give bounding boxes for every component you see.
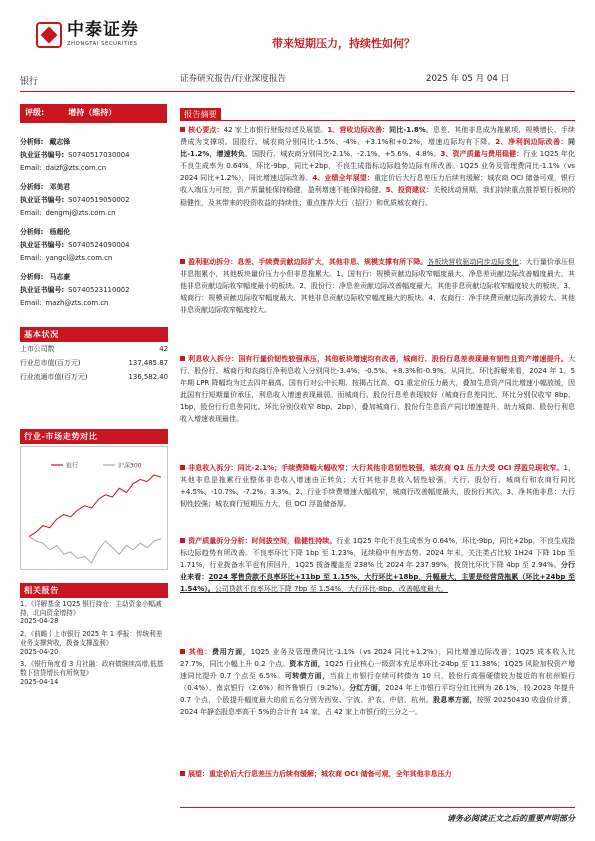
email-link[interactable]: yangcl@zts.com.cn — [45, 254, 113, 262]
rating-label: 评级: — [25, 108, 45, 117]
cert-number: S0740523110002 — [68, 286, 130, 294]
bullet-marker-icon — [180, 649, 185, 654]
summary-header — [180, 108, 575, 121]
analyst-name: 邓美君 — [49, 183, 71, 191]
analyst-entry — [20, 228, 168, 267]
basic-row — [20, 359, 168, 373]
email-label: Email: — [20, 299, 42, 307]
header-divider — [20, 91, 575, 92]
cert-number: S0740517030004 — [68, 151, 130, 159]
basic-row-value: 137,485.87 — [128, 359, 168, 367]
bullet-marker-icon — [180, 127, 185, 132]
basic-row — [20, 373, 168, 387]
report-date: 2025 年 05 月 04 日 — [426, 74, 510, 84]
related-reports-header: 相关报告 — [20, 583, 168, 598]
legend-label-hs300: 沪深300 — [118, 462, 142, 470]
analyst-name: 马志豪 — [49, 273, 71, 281]
email-link[interactable]: daizf@zts.com.cn — [45, 164, 107, 172]
summary-paragraph-interest: 利息收入拆分：国有行量价韧性较强承压，其他板块增速均有改善，城商行、股份行息差表现最有韧性且资产增速提升。大行、股份行、城商行和农商行净利息收入分别同比-3.4%、-0.5%、+8.3%和-0.9%。从同比、环比拆解来看，2024 年 1、5 年期 LPR 降幅均为过去四年最高，国有行对公中长期、按揭占比高，Q1 重定价压力最大，叠加生息资产同比增速小幅放缓，因此国有行短期量价承压，利息收入增速表现最弱。而城商行、股份行息差表现较好（城商行息差同比、环比分别仅收窄 8bp、1bp，股份行行息差同比、环比分别仅收窄 8bp、2bp），叠加城商行、股份行生息资产同比增速提升，助力城商、股份行利息收入增速表现最佳。 — [180, 355, 575, 424]
basic-status-table — [20, 345, 168, 387]
market-trend-svg — [21, 447, 169, 571]
bullet-marker-icon — [180, 259, 185, 264]
analyst-name-label: 分析师: — [20, 183, 44, 191]
basic-status-header: 基本状况 — [20, 327, 168, 342]
email-label: Email: — [20, 164, 42, 172]
summary-paragraph-asset-quality: 资产质量拆分分析：时间拔空间，稳健性持续。行业 1Q25 年化不良生成率为 0.64%，环比-9bp，同比+2bp，不良生成指标边际趋势有所改善。不良率环比下降 1bp 至 1.23%，延续稳中有序态势。2024 年末，关注类占比较 1H24 下降 1bp 至 1.71%，行业拨备水平也有所回升，1Q25 拨备覆盖至 238% 比 2024 年 237.99%，拨贷比环比下降 4bp 至 2.94%。分行业来看：2024 零售贷款不良率环比+11bp 至 1.15%，大行环比+18bp，升幅最大，主要是经营贷拖累（环比+24bp 至 1.54%）。公司贷款不良率环比下降 7bp 至 1.54%，大行环比-8bp，改善幅度最大。 — [180, 537, 576, 594]
logo-mark-icon — [36, 22, 62, 48]
cert-number: S0740519050002 — [68, 196, 130, 204]
related-reports-list — [20, 600, 168, 690]
bullet-marker-icon — [180, 465, 185, 470]
rating-value: 增持（维持） — [68, 108, 117, 117]
basic-row-label: 行业流通市值(百万元) — [20, 373, 88, 381]
analyst-list — [20, 138, 168, 318]
analyst-name-label: 分析师: — [20, 273, 44, 281]
bullet-marker-icon — [180, 356, 185, 361]
summary-paragraph-revenue: 盈利驱动拆分：息差、手续费贡献边际扩大，其他非息、规模支撑有所下降。各板块营收驱动同步边际变化：大行量价承压但非息拖累小，其他板块量价压力小但非息拖累大。1、国有行：规模贡献边际收窄幅度最大、净息差贡献边际改善幅度最大、其他非息贡献边际收窄幅度最小的板块。2、股份行：净息差贡献边际改善幅度最大、其他非息贡献边际收窄幅度较大的板块。3、城商行：规模贡献边际收窄幅度最大、其他非息贡献边际收窄幅度最大的板块。4、农商行：净手续费贡献边际改善较大、其他非息贡献边际收窄幅度较大。 — [180, 258, 576, 315]
cert-number: S0740524090004 — [68, 241, 130, 249]
email-label: Email: — [20, 254, 42, 262]
summary-paragraph-core: 核心要点：42 家上市银行财报综述及展望。1、营收边际改善：同比-1.8%。息差、其他非息成为拖累项，规模增长、手续费成为支撑项。国股行、城农商分别同比-1.5%、-4%、+3.1%和+0.2%，增速边际均有下降。2、净利润边际改善：同比-1.2%，增速转负。国股行、城农商分别同比-2.1%、-2.1%、+5.6%、4.8%。3、资产质量与费用稳健：行业 1Q25 年化不良生成率为 0.64%，环比-9bp，同比+2bp，不良生成指标边际趋势边际有所改善。1Q25 业务及管理费同比-1.1%（vs 2024 同比+1.2%），同比增速边际改善。4、业绩全年展望：重定价后大行息差压力后续有缓解；城农商 OCI 储备可观，银行收入端压力可控，资产质量能保持稳健，盈利增速不能保持稳健。5、投资建议：关税扰动预期，我们持续重点推荐银行板块的稳健性，及其带来的投资收益的持续性；重点推荐大行（招行）和优质城农商行。 — [180, 126, 576, 207]
cert-label: 执业证书编号: — [20, 196, 65, 204]
market-trend-chart — [20, 446, 168, 570]
footer-disclaimer: 请务必阅读正文之后的重要声明部分 — [447, 814, 575, 823]
analyst-name: 戴志锋 — [49, 138, 71, 146]
summary-paragraph-outlook: 展望：重定价后大行息差压力后续有缓解；城农商 OCI 储备可观，全年其他非息压力 — [180, 768, 575, 780]
bullet-marker-icon — [180, 538, 185, 543]
summary-paragraph-other: 其他：费用方面，1Q25 业务及管理费同比-1.1%（vs 2024 同比+1.2%），同比增速边际改善；1Q25 成本收入比 27.7%，同比小幅上升 0.2 个点。资本方面，1Q25 行业核心一级资本充足率环比-24bp 至 11.38%；1Q25 风险加权资产增速同比提升 0.7 个点至 6.5%。可转债方面，当前上市银行存续可转债为 10 只，股份行高强硬债较为接近的有杭州银行（0.4%）、南京银行（2.6%）和齐鲁银行（9.2%）。分红方面，2024 年上市银行平均分红比例为 26.1%，较 2023 年提升 0.7 个点，个股提升幅度最大的前五名分别为西安、宁波、沪农、中信、杭州。股息率方面，按照 20250430 收盘价计算，2024 年静态股息率高于 5%的合计有 14 家，占 42 家上市银行的三分之一。 — [180, 648, 576, 717]
email-link[interactable]: dengmj@zts.com.cn — [45, 209, 116, 217]
related-report-item[interactable] — [20, 630, 168, 656]
logo-text-en: ZHONGTAI SECURITIES — [67, 41, 138, 48]
email-link[interactable]: mazh@zts.com.cn — [45, 299, 109, 307]
related-report-date: 2025-04-28 — [20, 617, 59, 626]
summary-title: 报告摘要 — [180, 108, 221, 120]
company-logo — [36, 22, 139, 48]
analyst-entry — [20, 273, 168, 312]
analyst-name-label: 分析师: — [20, 138, 44, 146]
related-report-item[interactable] — [20, 600, 168, 626]
email-label: Email: — [20, 209, 42, 217]
basic-row-label: 行业总市值(百万元) — [20, 359, 81, 367]
sector-label: 银行 — [20, 77, 39, 87]
footer-divider — [180, 807, 575, 808]
basic-row-value: 136,582.40 — [128, 373, 168, 381]
analyst-name: 杨超伦 — [49, 228, 71, 236]
report-type: 证券研究报告/行业深度报告 — [180, 74, 287, 84]
cert-label: 执业证书编号: — [20, 151, 65, 159]
cert-label: 执业证书编号: — [20, 286, 65, 294]
basic-row-value: 42 — [159, 345, 168, 353]
basic-row — [20, 345, 168, 359]
basic-row-label: 上市公司数 — [20, 345, 55, 353]
market-trend-header: 行业-市场走势对比 — [20, 429, 168, 444]
rating-box — [20, 104, 167, 123]
related-report-date: 2025-04-20 — [20, 647, 59, 656]
logo-text-cn: 中泰证券 — [67, 20, 139, 41]
analyst-entry — [20, 183, 168, 222]
analyst-entry — [20, 138, 168, 177]
series-group — [29, 475, 161, 563]
cert-label: 执业证书编号: — [20, 241, 65, 249]
bullet-marker-icon — [180, 771, 185, 776]
related-report-title: 3、《银行角度看 3 月社融：政府债继续高增,低基数下信贷增长有所恢复》 — [20, 660, 164, 677]
series-line-hs300 — [29, 537, 161, 563]
report-headline: 带来短期压力，持续性如何？ — [272, 37, 415, 50]
related-report-title: 1、《详解基金 1Q25 银行持仓：主动资金小幅减持，北向资金增持》 — [20, 600, 162, 617]
series-line-bank — [29, 475, 161, 537]
related-report-item[interactable] — [20, 660, 168, 686]
summary-paragraph-noninterest: 非息收入拆分：同比-2.1%；手续费降幅大幅收窄；大行其他非息韧性较强，城农商 Q1 压力大受 OCI 浮盈兑现收窄。1、其他非息是拖累行业整体非息收入增速由正转负；大行其他非息收入韧性较强，大行、股份行、城商行和农商行同比+4.5%、-10.7%、-7.2%、3.3%。2、行业手续费增速大幅收窄，城商行改善幅度最大，股份行其次。3、净其他非息：大行韧性较强；城农商行短期压力大，但 OCI 浮盈储备厚。 — [180, 464, 575, 509]
analyst-name-label: 分析师: — [20, 228, 44, 236]
legend-label-bank: 银行 — [66, 462, 79, 470]
related-report-date: 2025-04-14 — [20, 677, 59, 686]
related-report-title: 2、《前瞻丨上市银行 2025 年 1 季报：传统利差业务支撑营收，拨备支撑盈利》 — [20, 630, 163, 647]
